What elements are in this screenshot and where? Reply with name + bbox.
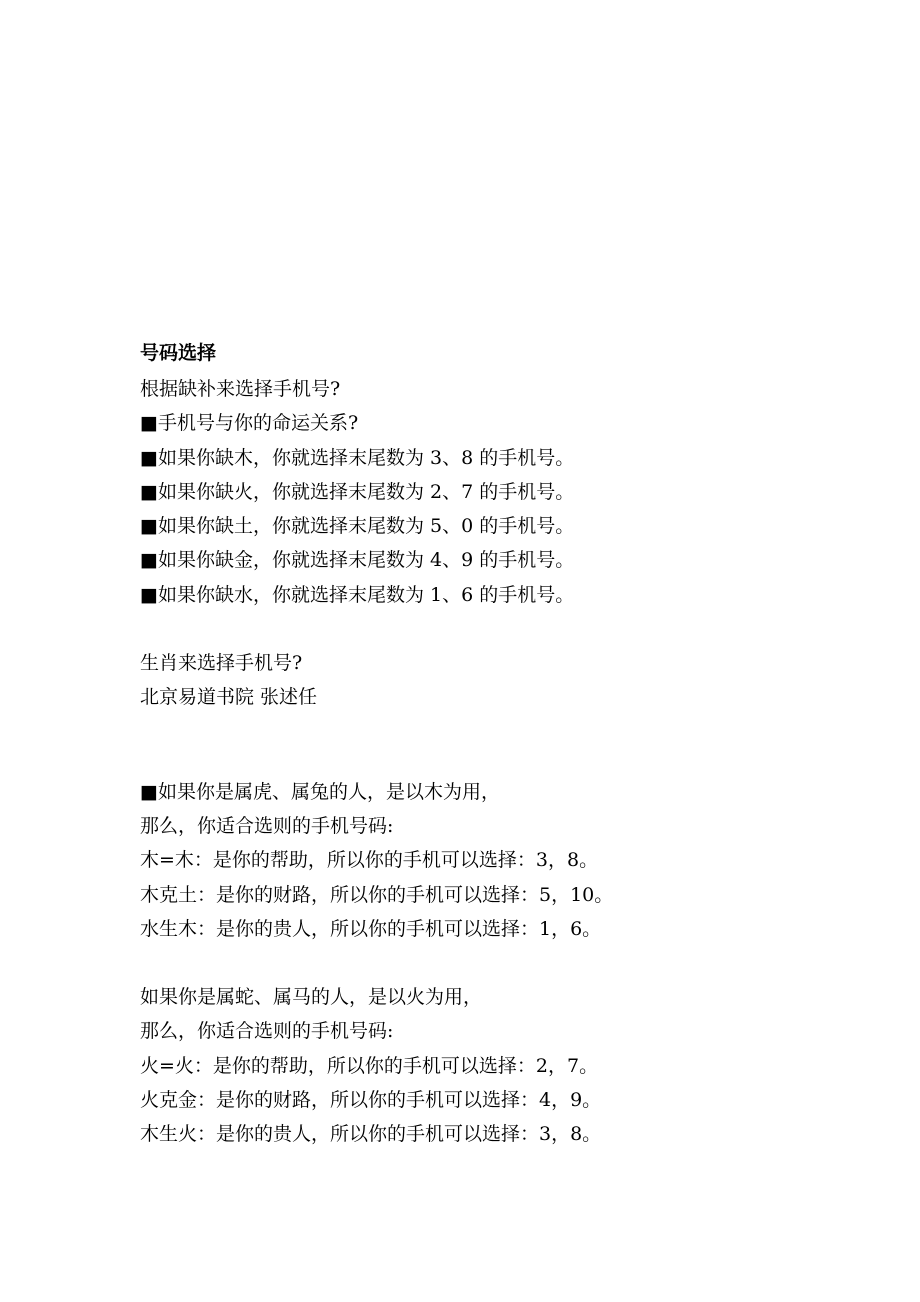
spacer bbox=[140, 612, 880, 646]
document-body bbox=[140, 338, 880, 1152]
document-title: 号码选择 bbox=[140, 342, 217, 364]
paragraph-line: 如果你是属蛇、属马的人，是以火为用， bbox=[140, 986, 483, 1009]
paragraph-line: ■如果你是属虎、属兔的人，是以木为用， bbox=[140, 780, 500, 803]
wuxing-section bbox=[140, 372, 880, 612]
bullet-line: ■如果你缺火，你就选择末尾数为 2、7 的手机号。 bbox=[140, 480, 575, 503]
bullet-line: ■如果你缺水，你就选择末尾数为 1、6 的手机号。 bbox=[140, 583, 575, 606]
section-heading-wuxing: 根据缺补来选择手机号? bbox=[140, 378, 341, 400]
tiger-rabbit-section bbox=[140, 775, 880, 946]
snake-horse-section bbox=[140, 980, 880, 1151]
author-line: 北京易道书院 张述任 bbox=[140, 686, 318, 709]
paragraph-line: 木生火：是你的贵人，所以你的手机可以选择：3，8。 bbox=[140, 1123, 602, 1146]
spacer bbox=[140, 946, 880, 980]
bullet-line: ■如果你缺木，你就选择末尾数为 3、8 的手机号。 bbox=[140, 446, 575, 469]
paragraph-line: 木克土：是你的财路，所以你的手机可以选择：5，10。 bbox=[140, 883, 614, 906]
bullet-line: ■如果你缺土，你就选择末尾数为 5、0 的手机号。 bbox=[140, 515, 575, 538]
section-heading-zodiac: 生肖来选择手机号? bbox=[140, 652, 303, 675]
bullet-line: ■手机号与你的命运关系? bbox=[140, 412, 359, 435]
paragraph-line: 水生木：是你的贵人，所以你的手机可以选择：1，6。 bbox=[140, 917, 602, 940]
paragraph-line: 那么，你适合选则的手机号码: bbox=[140, 1020, 394, 1043]
bullet-line: ■如果你缺金，你就选择末尾数为 4、9 的手机号。 bbox=[140, 549, 575, 572]
zodiac-section bbox=[140, 646, 880, 715]
paragraph-line: 木=木：是你的帮助，所以你的手机可以选择：3，8。 bbox=[140, 849, 599, 872]
spacer bbox=[140, 715, 880, 775]
paragraph-line: 火=火：是你的帮助，所以你的手机可以选择：2，7。 bbox=[140, 1054, 599, 1077]
paragraph-line: 那么，你适合选则的手机号码: bbox=[140, 814, 394, 837]
paragraph-line: 火克金：是你的财路，所以你的手机可以选择：4，9。 bbox=[140, 1089, 602, 1112]
